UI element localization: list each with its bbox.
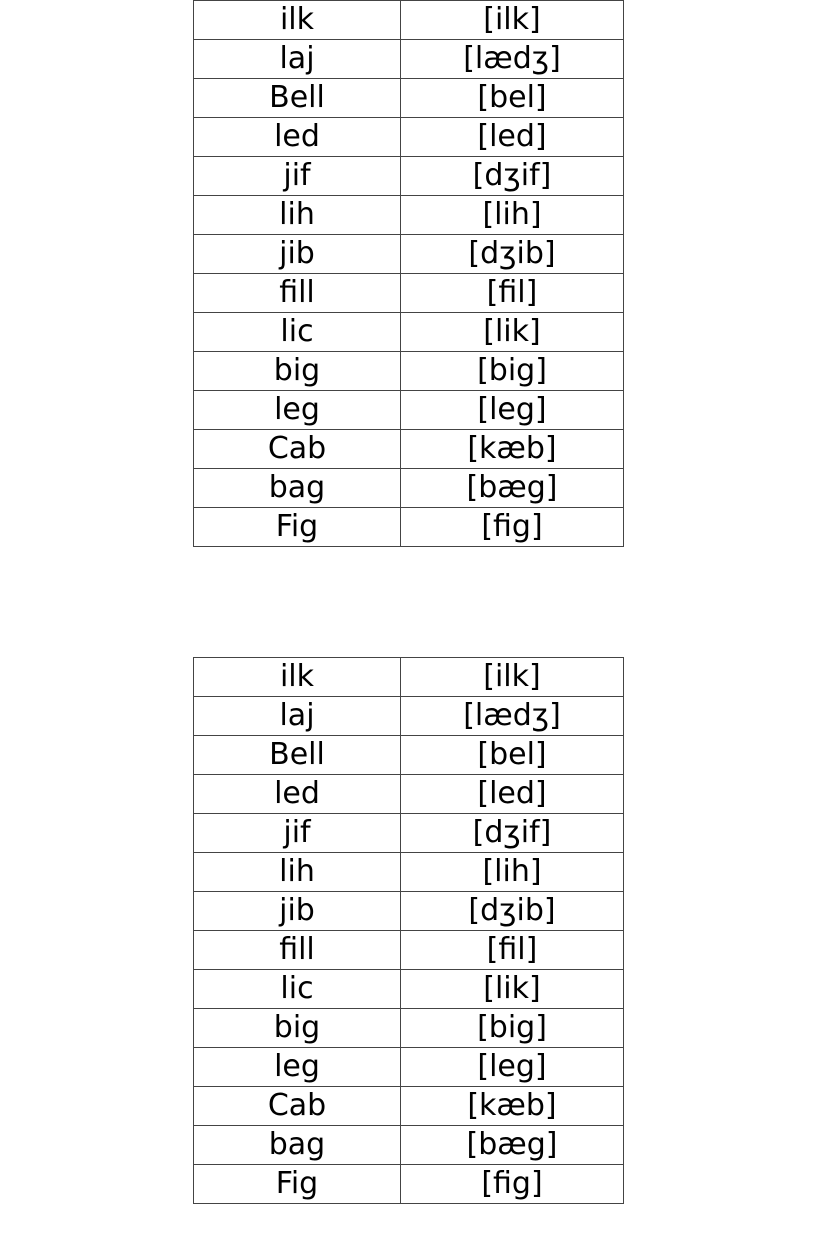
word-cell: lic xyxy=(194,313,401,352)
table-row xyxy=(194,814,624,853)
word-cell: big xyxy=(194,352,401,391)
word-cell: Fig xyxy=(194,508,401,547)
ipa-cell: [dʒif] xyxy=(401,814,624,853)
word-table-1 xyxy=(193,0,624,547)
word-cell: ilk xyxy=(194,658,401,697)
word-cell: big xyxy=(194,1009,401,1048)
table-row xyxy=(194,508,624,547)
ipa-cell: [ilk] xyxy=(401,1,624,40)
word-cell: Cab xyxy=(194,1087,401,1126)
word-cell: Bell xyxy=(194,79,401,118)
ipa-cell: [fig] xyxy=(401,508,624,547)
table-row xyxy=(194,196,624,235)
ipa-cell: [kæb] xyxy=(401,1087,624,1126)
table-row xyxy=(194,235,624,274)
word-cell: Fig xyxy=(194,1165,401,1204)
ipa-cell: [leg] xyxy=(401,391,624,430)
word-cell: bag xyxy=(194,1126,401,1165)
word-cell: jib xyxy=(194,235,401,274)
ipa-cell: [lik] xyxy=(401,313,624,352)
table-row xyxy=(194,1009,624,1048)
ipa-cell: [dʒif] xyxy=(401,157,624,196)
word-table-body xyxy=(194,658,624,1204)
table-row xyxy=(194,118,624,157)
table-row xyxy=(194,697,624,736)
table-row xyxy=(194,430,624,469)
word-cell: jib xyxy=(194,892,401,931)
ipa-cell: [fil] xyxy=(401,274,624,313)
word-cell: fill xyxy=(194,274,401,313)
table-row xyxy=(194,1165,624,1204)
word-cell: lih xyxy=(194,196,401,235)
ipa-cell: [kæb] xyxy=(401,430,624,469)
ipa-cell: [led] xyxy=(401,118,624,157)
ipa-cell: [dʒib] xyxy=(401,235,624,274)
ipa-cell: [fig] xyxy=(401,1165,624,1204)
table-row xyxy=(194,40,624,79)
ipa-cell: [lædʒ] xyxy=(401,40,624,79)
ipa-cell: [dʒib] xyxy=(401,892,624,931)
word-cell: laj xyxy=(194,697,401,736)
ipa-cell: [bæg] xyxy=(401,469,624,508)
word-cell: bag xyxy=(194,469,401,508)
ipa-cell: [fil] xyxy=(401,931,624,970)
ipa-cell: [big] xyxy=(401,352,624,391)
table-row xyxy=(194,736,624,775)
table-row xyxy=(194,892,624,931)
word-cell: Cab xyxy=(194,430,401,469)
table-row xyxy=(194,931,624,970)
table-row xyxy=(194,1,624,40)
table-row xyxy=(194,352,624,391)
word-cell: leg xyxy=(194,391,401,430)
table-row xyxy=(194,157,624,196)
word-cell: jif xyxy=(194,157,401,196)
table-row xyxy=(194,79,624,118)
word-cell: leg xyxy=(194,1048,401,1087)
word-table-2 xyxy=(193,657,624,1204)
ipa-cell: [led] xyxy=(401,775,624,814)
ipa-cell: [bel] xyxy=(401,736,624,775)
ipa-cell: [lih] xyxy=(401,853,624,892)
word-cell: led xyxy=(194,775,401,814)
word-cell: led xyxy=(194,118,401,157)
word-cell: ilk xyxy=(194,1,401,40)
word-cell: jif xyxy=(194,814,401,853)
table-row xyxy=(194,274,624,313)
word-cell: Bell xyxy=(194,736,401,775)
table-row xyxy=(194,970,624,1009)
word-table-body xyxy=(194,1,624,547)
table-row xyxy=(194,469,624,508)
ipa-cell: [bæg] xyxy=(401,1126,624,1165)
ipa-cell: [lih] xyxy=(401,196,624,235)
table-row xyxy=(194,1126,624,1165)
table-row xyxy=(194,313,624,352)
table-row xyxy=(194,1087,624,1126)
ipa-cell: [lædʒ] xyxy=(401,697,624,736)
ipa-cell: [lik] xyxy=(401,970,624,1009)
table-row xyxy=(194,775,624,814)
ipa-cell: [ilk] xyxy=(401,658,624,697)
ipa-cell: [leg] xyxy=(401,1048,624,1087)
word-cell: laj xyxy=(194,40,401,79)
table-row xyxy=(194,658,624,697)
table-row xyxy=(194,1048,624,1087)
table-row xyxy=(194,853,624,892)
ipa-cell: [bel] xyxy=(401,79,624,118)
word-cell: lih xyxy=(194,853,401,892)
word-cell: lic xyxy=(194,970,401,1009)
ipa-cell: [big] xyxy=(401,1009,624,1048)
word-cell: fill xyxy=(194,931,401,970)
table-row xyxy=(194,391,624,430)
